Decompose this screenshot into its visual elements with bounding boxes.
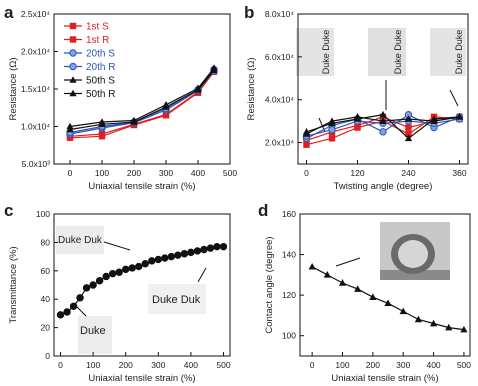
y-tick-label: 20	[40, 322, 50, 333]
data-point	[214, 243, 220, 249]
data-point	[96, 278, 102, 284]
data-point	[77, 295, 83, 301]
data-point	[400, 308, 407, 315]
x-axis-label: Twisting angle (degree)	[333, 181, 433, 192]
y-tick-label: 2.5x10⁴	[20, 9, 50, 19]
data-point	[136, 263, 142, 269]
legend-entry: 20th S	[86, 48, 115, 60]
y-tick-label: 8.0x10⁴	[264, 9, 294, 19]
data-point	[90, 282, 96, 288]
y-tick-label: 40	[40, 294, 50, 305]
y-tick-label: 1.5x10⁴	[20, 84, 50, 94]
x-tick-label: 0	[309, 360, 315, 370]
legend-entry: 1st R	[86, 35, 110, 46]
data-point	[207, 245, 213, 251]
x-tick-label: 100	[94, 168, 110, 178]
inset-b-3: Duke Duke	[454, 29, 464, 75]
data-point	[123, 266, 129, 272]
data-point	[168, 253, 174, 259]
chart-panel-a	[8, 9, 237, 192]
x-tick-label: 120	[350, 168, 365, 178]
x-tick-label: 0	[304, 168, 309, 178]
x-tick-label: 300	[396, 360, 411, 370]
legend-marker	[70, 23, 76, 29]
y-tick-label: 120	[281, 290, 296, 301]
x-tick-label: 200	[365, 360, 380, 370]
data-point	[83, 285, 89, 291]
data-point	[64, 309, 70, 315]
y-axis-label: Resistance (Ω)	[246, 57, 257, 121]
data-point	[155, 256, 161, 262]
y-tick-label: 4.0x10⁴	[264, 94, 294, 105]
arrow-c-3	[74, 304, 86, 316]
panel-label-a: a	[4, 3, 14, 22]
y-tick-label: 2.0x10⁴	[20, 46, 50, 57]
data-point	[162, 101, 169, 108]
x-tick-label: 100	[86, 360, 101, 370]
x-tick-label: 300	[158, 168, 174, 178]
x-axis-label: Uniaxial tensile strain (%)	[331, 373, 439, 384]
data-point	[329, 135, 335, 141]
data-point	[329, 127, 335, 133]
x-axis-label: Uniaxial tensile strain (%)	[88, 181, 196, 192]
y-axis-label: Contact angle (degree)	[264, 236, 275, 334]
x-tick-label: 400	[183, 360, 198, 370]
data-point	[369, 293, 376, 300]
data-point	[99, 131, 105, 137]
plot-frame	[54, 14, 230, 164]
panel-label-b: b	[244, 3, 255, 22]
x-tick-label: 400	[426, 360, 441, 370]
legend-entry: 50th S	[86, 75, 115, 87]
data-point	[309, 263, 316, 270]
y-axis-label: Resistance (Ω)	[8, 57, 19, 121]
panel-label-d: d	[258, 201, 269, 220]
x-tick-label: 240	[401, 168, 416, 178]
x-tick-label: 360	[452, 168, 467, 178]
inset-c-1: Duke Duk	[58, 235, 102, 246]
x-tick-label: 0	[67, 168, 73, 178]
x-tick-label: 500	[216, 360, 231, 370]
data-point	[188, 249, 194, 255]
data-point	[181, 251, 187, 257]
y-tick-label: 100	[35, 209, 50, 219]
arrow-c-2	[198, 268, 206, 282]
data-point	[220, 243, 226, 249]
y-tick-label: 60	[40, 265, 50, 276]
data-point	[201, 246, 207, 252]
legend-entry: 20th R	[86, 62, 116, 73]
panel-d-inset-droplet	[380, 222, 450, 280]
data-point	[129, 265, 135, 271]
inset-c-2: Duke Duk	[152, 294, 201, 306]
x-tick-label: 500	[222, 168, 238, 178]
legend-marker	[70, 63, 76, 69]
data-point	[162, 255, 168, 261]
legend-marker	[70, 50, 76, 56]
data-point	[116, 269, 122, 275]
x-tick-label: 0	[58, 360, 63, 370]
legend-marker	[70, 36, 76, 42]
y-tick-label: 5.0x10³	[21, 159, 50, 169]
arrow-c-1	[104, 242, 130, 250]
x-tick-label: 500	[456, 360, 472, 370]
y-tick-label: 80	[40, 237, 50, 248]
x-tick-label: 100	[335, 360, 350, 370]
data-point	[339, 279, 346, 286]
data-point	[142, 261, 148, 267]
x-tick-label: 200	[118, 360, 133, 370]
y-tick-label: 0	[45, 351, 50, 361]
data-point	[324, 271, 331, 278]
y-tick-label: 1.0x10⁴	[20, 121, 50, 132]
data-point	[415, 316, 422, 323]
inset-b-1: Duke Duke	[321, 29, 331, 75]
inset-b-2: Duke Duke	[393, 29, 403, 75]
x-axis-label: Uniaxial tensile strain (%)	[88, 373, 196, 384]
data-point	[109, 270, 115, 276]
y-tick-label: 160	[281, 209, 296, 219]
x-tick-label: 300	[151, 360, 166, 370]
y-tick-label: 6.0x10⁴	[264, 51, 294, 62]
y-tick-label: 140	[281, 249, 296, 260]
arrow-d-1	[336, 258, 360, 266]
x-tick-label: 200	[126, 168, 142, 178]
data-point	[149, 258, 155, 264]
data-point	[103, 273, 109, 279]
legend-entry: 50th R	[86, 89, 116, 100]
panel-label-c: c	[4, 201, 14, 220]
legend-entry: 1st S	[86, 21, 109, 33]
data-point	[405, 124, 411, 130]
y-tick-label: 100	[281, 330, 296, 341]
y-axis-label: Transmittance (%)	[8, 246, 19, 324]
data-point	[194, 248, 200, 254]
inset-c-3: Duke	[80, 325, 106, 337]
legend	[64, 22, 115, 101]
data-point	[175, 252, 181, 258]
x-tick-label: 400	[190, 168, 206, 178]
data-point	[57, 312, 63, 318]
y-tick-label: 2.0x10⁴	[264, 137, 294, 148]
panel-c-insets	[56, 226, 206, 354]
data-point	[380, 129, 386, 135]
